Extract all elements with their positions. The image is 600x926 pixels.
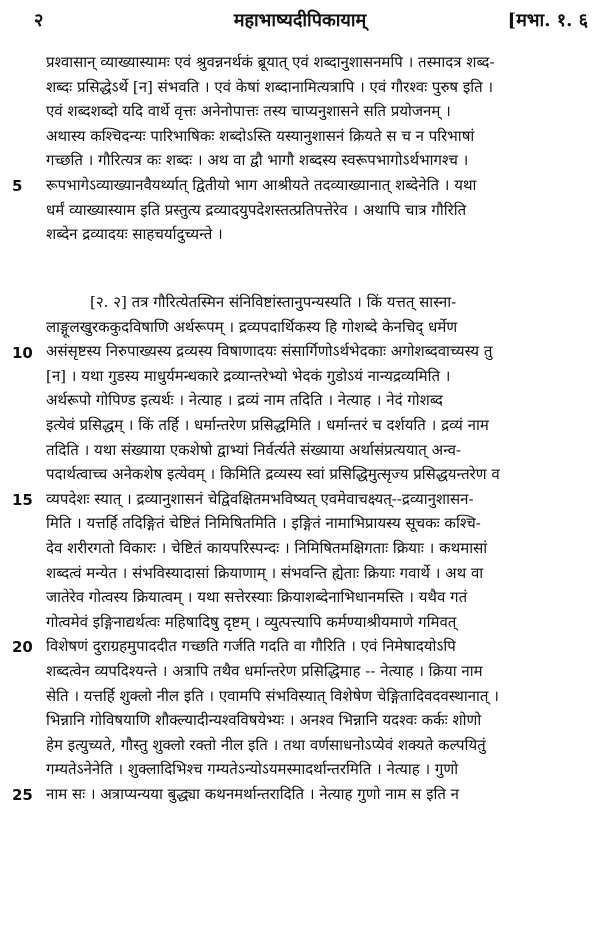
text-line: शब्दत्वेन व्यपदिश्यन्ते । अत्रापि तथैव धर्मान्तरेण प्रसिद्धिमाह -- नेत्याह । क्रिया नाम	[46, 661, 483, 680]
text-line: देव शरीरगतो विकारः । चेष्टितं कायपरिस्पन्दः । निमिषितमक्षिगताः क्रियाः । कथमासां	[46, 538, 488, 557]
running-title: महाभाष्यदीपिकायाम्	[233, 10, 367, 31]
line-number-5: 5	[12, 177, 23, 195]
text-line: हेम इत्युच्यते, गौस्तु शुक्लो रक्तो नील इति । तथा वर्णसाधनोऽप्येवं शक्यते कल्पयितुं	[46, 735, 486, 754]
text-line: सेति । यत्तर्हि शुक्लो नील इति । एवामपि संभविस्यात् विशेषेण चेङ्गितादिवदवस्थानात् ।	[46, 686, 499, 705]
text-line: असंसृष्टस्य निरुपाख्यस्य द्रव्यस्य विषाणादयः संसार्गिणोऽर्थभेदकाः अगोशब्दवाच्यस्य तु	[46, 342, 493, 361]
line-number-15: 15	[12, 491, 33, 509]
text-line: जातेरेव गोत्वस्य क्रियात्वम् । यथा सत्तेरस्याः क्रियाशब्देनाभिधानमस्ति । यथैव गतं	[46, 588, 468, 607]
text-line: भिन्नानि गोविषयाणि शौक्ल्यादीन्यश्वविषयेभ्यः । अनश्व भिन्नानि यदश्वः कर्कः शोणो	[46, 711, 482, 730]
text-line: एवं शब्दशब्दो यदि वार्थे वृत्तः अनेनोपात्तः तस्य चाप्यनुशासने सति प्रयोजनम् ।	[46, 102, 451, 121]
text-line	[46, 806, 586, 831]
text-line: शब्दत्वं मन्येत । संभविस्यादासां क्रियाणाम् । संभवन्ति ह्येताः क्रियाः गवार्थे । अथ वा	[46, 563, 484, 582]
text-line: प्रश्वासान् व्याख्यास्यामः एवं श्रुवन्ननर्थकं ब्रूयात् एवं शब्दानुशासनमपि । तस्मादत्र शब्द-	[46, 53, 495, 71]
text-line: शब्देन द्रव्यादयः साहचर्यादुच्यन्ते ।	[46, 225, 223, 244]
line-number-25: 25	[12, 786, 33, 804]
paragraph-1	[46, 50, 586, 247]
line-number-10: 10	[12, 344, 33, 362]
text-line: शब्दः प्रसिद्धेऽर्थे [न] संभवति । एवं केषां शब्दानामित्यत्रापि । एवं गौरश्वः पुरुष इति ।	[46, 77, 494, 96]
text-line: इत्येवं प्रसिद्धम् । किं तर्हि । धर्मान्तरेण प्रसिद्धमिति । धर्मान्तरं च दर्शयति । द्रव्यं नाम	[46, 415, 489, 434]
text-line: नाम सः । अत्राप्यन्यया बुद्ध्या कथनमर्थान्तरादिति । नेत्याह गुणो नाम स इति न	[46, 784, 459, 803]
text-line	[46, 831, 586, 856]
page-number: २	[34, 10, 44, 31]
section-reference: [मभा. १. ६	[507, 10, 588, 31]
text-line: रूपभागेऽव्याख्यानवैयर्थ्यात् द्वितीयो भाग आश्रीयते तदव्याख्यानात् शब्देनेति । यथा	[46, 175, 477, 194]
text-line: तदिति । यथा संख्याया एकशेषो द्वाभ्यां निर्वर्त्यते संख्याया अर्थासंप्रत्ययात् अन्व-	[46, 440, 461, 459]
paragraph-2	[46, 290, 586, 905]
text-line	[46, 880, 586, 905]
text-line: पदार्थत्वाच्च अनेकशेष इत्येवम् । किमिति द्रव्यस्य स्वां प्रसिद्धिमुत्सृज्य प्रसिद्धयन्तरेण व	[46, 465, 500, 484]
text-line: गच्छति । गौरित्यत्र कः शब्दः । अथ वा द्वौ भागौ शब्दस्य स्वरूपभागोऽर्थभागश्च ।	[46, 151, 469, 170]
text-line: गम्यतेऽनेनेति । शुक्लादिभिश्च गम्यतेऽन्योऽयमस्मादर्थान्तरमिति । नेत्याह । गुणो	[46, 760, 459, 779]
text-line: अर्थरूपो गोपिण्ड इत्यर्थः । नेत्याह । द्रव्यं नाम तदिति । नेत्याह । नेदं गोशब्द	[46, 391, 443, 410]
text-line: लाङ्गूलखुरककुदविषाणि अर्थरूपम् । द्रव्यपदार्थिकस्य हि गोशब्दे केनचिद् धर्मेण	[46, 317, 458, 336]
text-line: व्यपदेशः स्यात् । द्रव्यानुशासनं चेद्विवक्षितमभविष्यत् एवमेवाचक्ष्यत्--द्रव्यानुशासन-	[46, 489, 474, 508]
text-line: गोत्वमेवं इङ्गिनाद्यर्थत्वः महिषादिषु दृष्टम् । व्युत्पत्त्यापि कर्मण्याश्रीयमाणे गमिवत्	[46, 612, 457, 631]
text-line: धर्मं व्याख्यास्याम इति प्रस्तुत्य द्रव्यादयुपदेशस्तत्प्रतिपत्तेरेव । अथापि चात्र गौरिति	[46, 200, 467, 219]
text-line: अथास्य कश्चिदन्यः पारिभाषिकः शब्दोऽस्ति यस्यानुशासनं क्रियते स च न परिभाषां	[46, 126, 475, 145]
page-header	[0, 6, 600, 36]
line-number-20: 20	[12, 638, 33, 656]
text-line: [न] । यथा गुडस्य माधुर्यमन्धकारे द्रव्यान्तरेभ्यो भेदकं गुडोऽयं नान्यद्रव्यमिति ।	[46, 366, 451, 385]
text-line: विशेषणं दुराग्रहमुपाददीत गच्छति गर्जति गदति वा गौरिति । एवं निमेषादयोऽपि	[46, 637, 456, 656]
text-line: मिति । यत्तर्हि तदिङ्गितं चेष्टितं निमिषितमिति । इङ्गितं नामाभिप्रायस्य सूचकः कश्चि-	[46, 514, 481, 533]
text-line: [२. २] तत्र गौरित्येतस्मिन संनिविष्टांस्तानुपन्यस्यति । किं यत्तत् सास्ना-	[90, 293, 457, 311]
text-line	[46, 856, 586, 881]
